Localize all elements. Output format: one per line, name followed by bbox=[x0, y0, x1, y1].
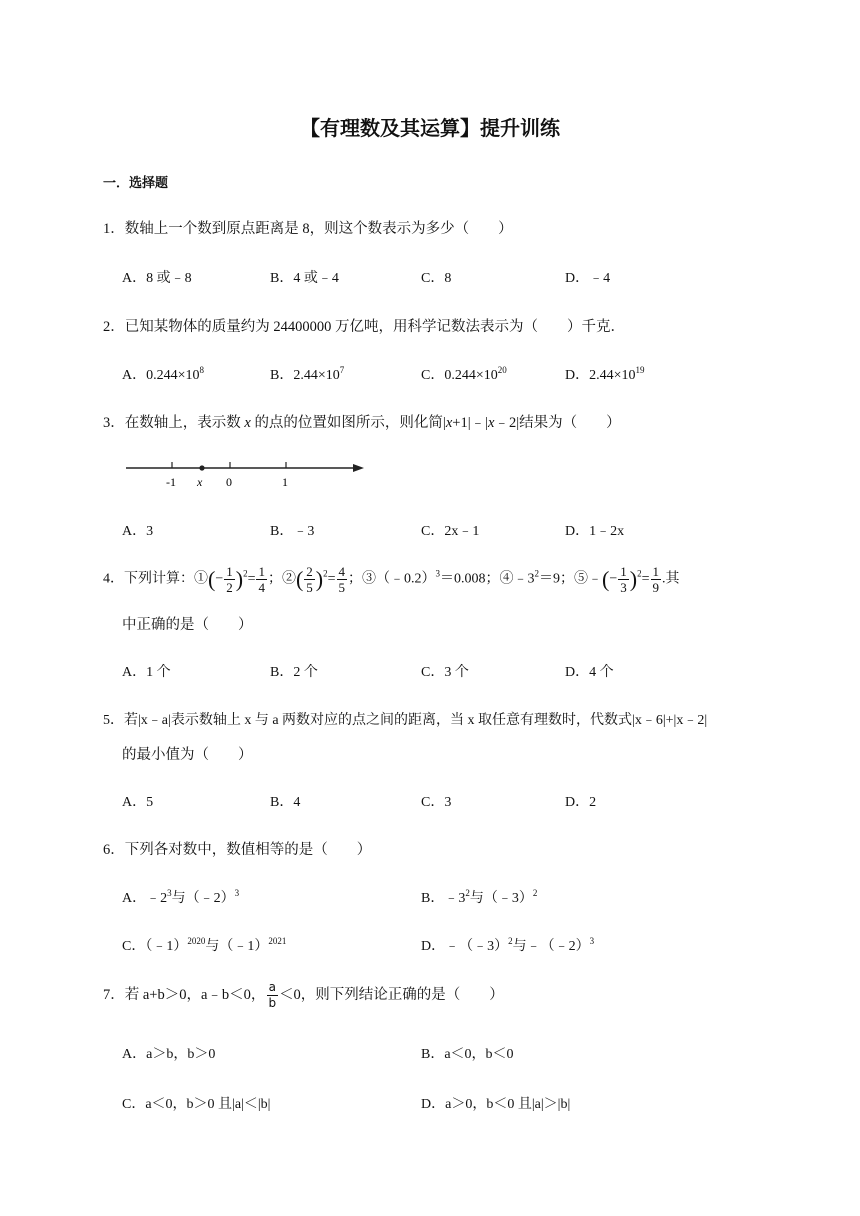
q4-option-a: A．1 个 bbox=[122, 665, 171, 680]
q7-option-b: B．a＜0，b＜0 bbox=[421, 1047, 514, 1062]
axis-label-minus-one: -1 bbox=[166, 475, 176, 489]
question-6: 6．下列各对数中，数值相等的是（ ） bbox=[103, 842, 372, 858]
question-4-line-2: 中正确的是（ ） bbox=[122, 617, 253, 633]
question-5-line-2: 的最小值为（ ） bbox=[122, 747, 253, 763]
page-title: 【有理数及其运算】提升训练 bbox=[300, 116, 560, 140]
q6-option-c: C．（﹣1）$^{2020}$与（﹣1）$^{2021}$ bbox=[122, 936, 287, 954]
q2-option-a: A．$0.244\times 10^8$ bbox=[122, 365, 205, 383]
section-heading: 一．选择题 bbox=[103, 176, 169, 191]
q4-frac-1: $\frac{1}{2}$ bbox=[226, 564, 233, 595]
q1-option-c: C．8 bbox=[421, 271, 452, 286]
question-1: 1．数轴上一个数到原点距离是 8，则这个数表示为多少（ ） bbox=[103, 221, 513, 237]
q5-option-d: D．2 bbox=[565, 795, 597, 810]
q6-option-a: A．$﹣2^3$与（﹣2）$^3$ bbox=[122, 888, 240, 906]
question-5-line-1: 5．若|x﹣a|表示数轴上 x 与 a 两数对应的点之间的距离，当 x 取任意有理数时，代数式|x﹣6|+|x﹣2| bbox=[103, 713, 708, 728]
q7-fraction: $\frac{a}{b}$ bbox=[268, 980, 277, 1010]
q5-option-a: A．5 bbox=[122, 795, 154, 810]
question-3: 3．在数轴上，表示数 x 的点的位置如图所示，则化简|x+1|﹣|x﹣2|结果为（ ） bbox=[103, 415, 621, 431]
q2-option-c: C．$0.244\times 10^{20}$ bbox=[421, 365, 507, 383]
q3-option-c: C．2x﹣1 bbox=[421, 524, 480, 539]
q6-option-d: D．﹣（﹣3）$^2$与﹣（﹣2）$^3$ bbox=[421, 936, 595, 954]
question-4-line-1: 4．下列计算：①(− $\frac{1}{2}$ )$^2$= $\frac{1}{4}$ ；②( $\frac{2}{5}$ )$^2$= $\frac{4}{5}$ ；③（﹣0.2）$^3$＝0.008；$④﹣3^2=9$；⑤﹣(− $\frac{1}{3}$ )$^2$= $\frac{1}{9}$ .其 bbox=[103, 564, 680, 595]
q3-option-b: B．﹣3 bbox=[270, 524, 315, 539]
q4-option-c: C．3 个 bbox=[421, 665, 469, 680]
q3-option-d: D．1﹣2x bbox=[565, 524, 625, 539]
q1-option-b: B．4 或﹣4 bbox=[270, 271, 339, 286]
q7-option-a: A．a＞b，b＞0 bbox=[122, 1047, 216, 1062]
q7-option-d: D．a＞0，b＜0 且|a|＞|b| bbox=[421, 1097, 571, 1112]
q4-option-d: D．4 个 bbox=[565, 665, 614, 680]
axis-label-one: 1 bbox=[282, 475, 288, 489]
number-line-figure bbox=[120, 455, 370, 491]
q5-option-b: B．4 bbox=[270, 795, 301, 810]
q2-option-b: B．$2.44\times 10^7$ bbox=[270, 365, 345, 383]
q4-option-b: B．2 个 bbox=[270, 665, 318, 680]
q4-frac-2: $\frac{2}{5}$ bbox=[306, 564, 313, 595]
q3-option-a: A．3 bbox=[122, 524, 154, 539]
question-7: 7．若 a+b＞0，a﹣b＜0， $\frac{a}{b}$ ＜0，则下列结论正确的是（ ） bbox=[103, 980, 504, 1010]
q2-option-d: D．$2.44\times 10^{19}$ bbox=[565, 365, 645, 383]
q1-option-a: A．8 或﹣8 bbox=[122, 271, 192, 286]
q4-frac-5: $\frac{1}{3}$ bbox=[620, 564, 627, 595]
q5-option-c: C．3 bbox=[421, 795, 452, 810]
question-2: 2．已知某物体的质量约为 24400000 万亿吨，用科学记数法表示为（ ）千克． bbox=[103, 319, 625, 335]
q6-option-b: B．$﹣3^2$与（﹣3）$^2$ bbox=[421, 888, 538, 906]
q1-option-d: D．﹣4 bbox=[565, 271, 611, 286]
q7-option-c: C．a＜0，b＞0 且|a|＜|b| bbox=[122, 1097, 271, 1112]
axis-label-zero: 0 bbox=[226, 475, 232, 489]
axis-label-x: x bbox=[197, 475, 203, 489]
